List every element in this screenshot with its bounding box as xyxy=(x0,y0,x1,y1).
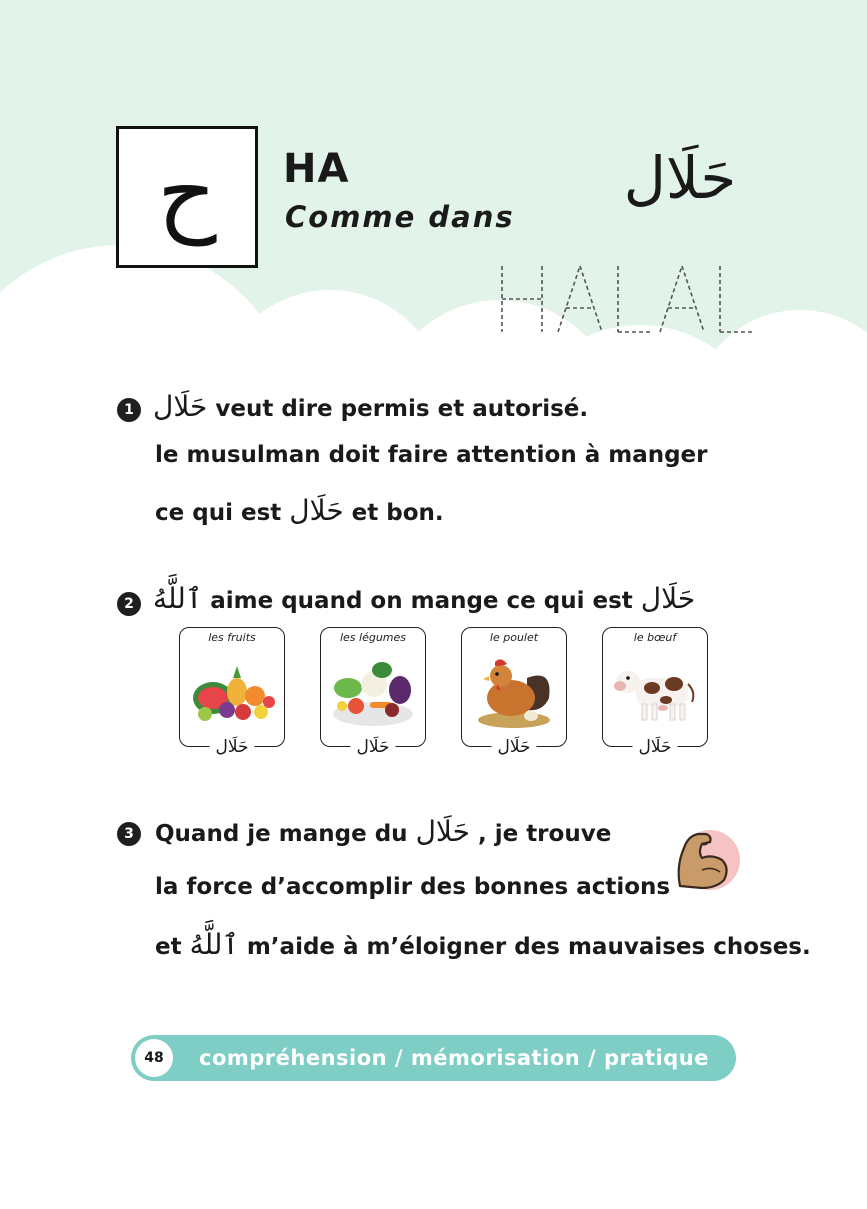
comme-dans-label: Comme dans xyxy=(285,200,515,234)
section1-line1 xyxy=(153,390,588,423)
card-arabic: حَلَال xyxy=(209,736,254,758)
bullet-2: 2 xyxy=(117,592,141,616)
section1-line1-text: veut dire permis et autorisé. xyxy=(215,396,589,422)
arabic-letter: ح xyxy=(157,139,217,246)
section3-line3 xyxy=(155,928,811,961)
section1-word: حَلَال xyxy=(153,390,208,423)
card-label: les légumes xyxy=(339,631,407,644)
section3-line3-pre: et xyxy=(155,934,182,960)
section3-line3-post: m’aide à m’éloigner des mauvaises choses. xyxy=(246,934,811,960)
card-arabic: حَلَال xyxy=(350,736,395,758)
muscle-icon xyxy=(672,826,740,892)
bullet-3: 3 xyxy=(117,822,141,846)
word-arabic: حَلَال xyxy=(623,144,737,212)
footer-bar xyxy=(131,1035,736,1081)
card-label: les fruits xyxy=(208,631,256,644)
section1-line2: le musulman doit faire attention à manger xyxy=(155,442,708,468)
card-label: le poulet xyxy=(489,631,539,644)
card-vegetables xyxy=(320,627,426,757)
letter-box xyxy=(116,126,258,268)
section3-line1 xyxy=(155,815,611,848)
card-arabic: حَلَال xyxy=(491,736,536,758)
section1-line3 xyxy=(155,494,444,527)
card-arabic: حَلَال xyxy=(632,736,677,758)
section2-line xyxy=(153,582,695,615)
traced-word-text: HALAL xyxy=(496,262,500,263)
vegetables-icon xyxy=(326,648,420,730)
fruits-icon xyxy=(185,648,279,730)
card-label: le bœuf xyxy=(633,631,677,644)
page-number: 48 xyxy=(135,1039,173,1077)
bullet-1: 1 xyxy=(117,398,141,422)
section3-line1-word: حَلَال xyxy=(415,815,470,848)
section1-line3-pre: ce qui est xyxy=(155,500,282,526)
section2-word: حَلَال xyxy=(640,582,696,615)
section1-line3-word: حَلَال xyxy=(289,494,344,527)
chicken-icon xyxy=(467,648,561,730)
section1-line3-post: et bon. xyxy=(351,500,444,526)
card-cow xyxy=(602,627,708,757)
traced-word-halal xyxy=(496,262,758,336)
card-fruits xyxy=(179,627,285,757)
section2-allah: ٱللَّهُ xyxy=(153,582,203,615)
footer-text: compréhension / mémorisation / pratique xyxy=(199,1046,709,1070)
section3-line1-pre: Quand je mange du xyxy=(155,821,408,847)
letter-name: HA xyxy=(283,146,350,192)
cow-icon xyxy=(608,648,702,730)
card-chicken xyxy=(461,627,567,757)
section3-line2: la force d’accomplir des bonnes actions xyxy=(155,874,671,900)
section3-line1-post: , je trouve xyxy=(477,821,612,847)
section2-text: aime quand on mange ce qui est xyxy=(210,588,633,614)
section3-line3-allah: ٱللَّهُ xyxy=(189,928,239,961)
